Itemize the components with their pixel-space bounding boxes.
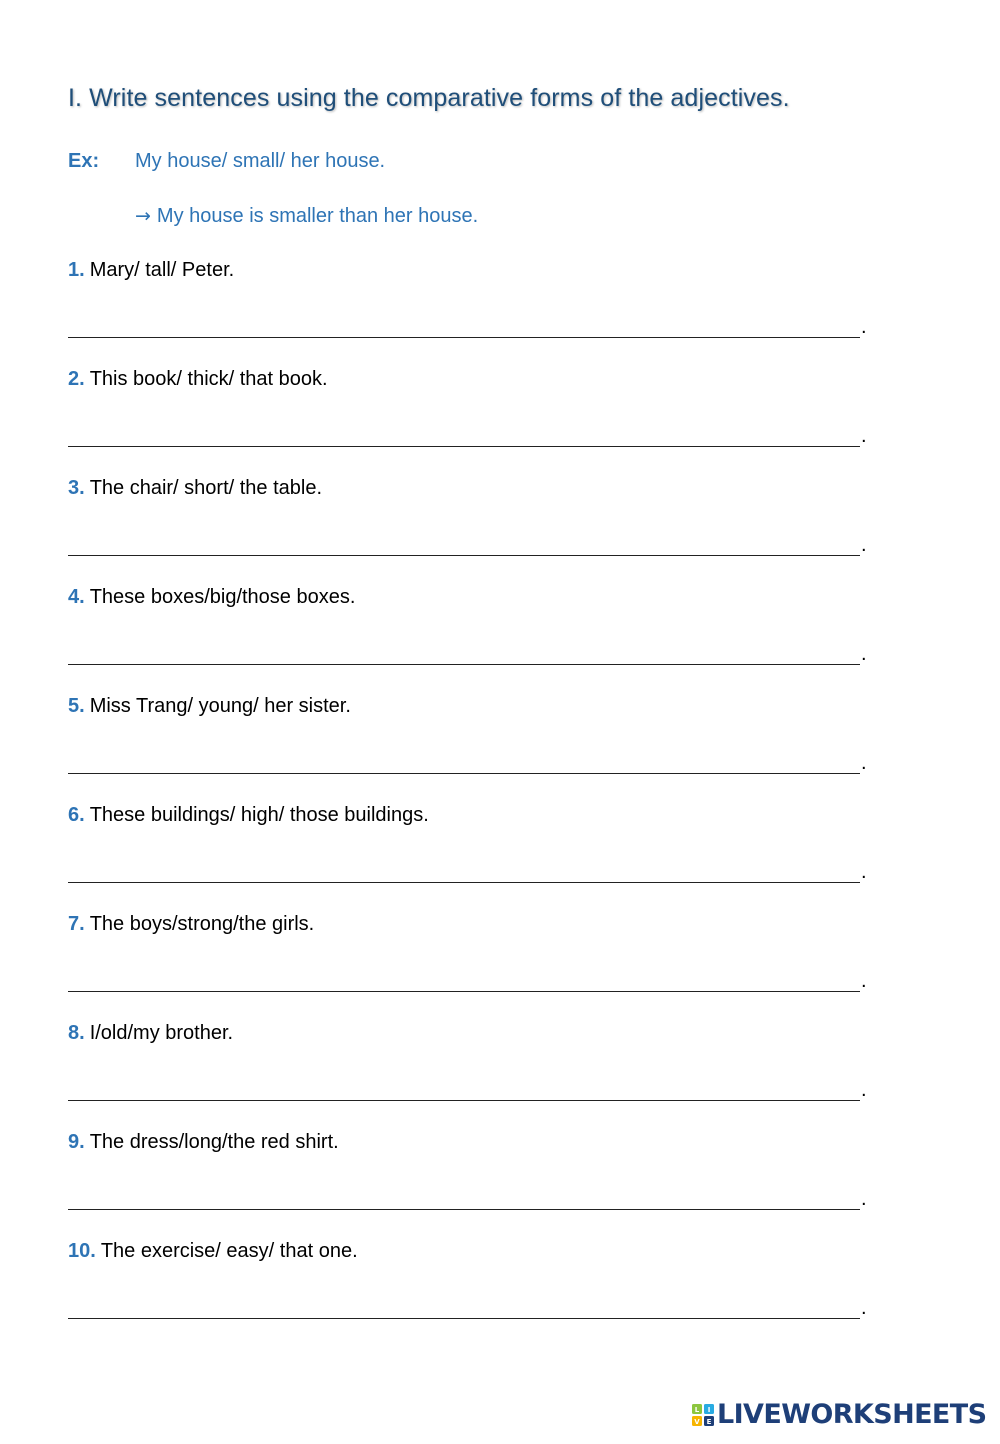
question-item bbox=[68, 586, 355, 609]
question-item bbox=[68, 368, 328, 391]
question-item bbox=[68, 1022, 233, 1045]
answer-line[interactable] bbox=[68, 337, 860, 338]
liveworksheets-logo[interactable] bbox=[692, 1401, 986, 1428]
question-number: 1. bbox=[68, 259, 85, 281]
question-number: 5. bbox=[68, 695, 85, 717]
question-item bbox=[68, 1131, 339, 1154]
answer-line[interactable] bbox=[68, 1209, 860, 1210]
question-item bbox=[68, 913, 314, 936]
answer-line[interactable] bbox=[68, 555, 860, 556]
answer-line[interactable] bbox=[68, 991, 860, 992]
question-prompt: This book/ thick/ that book. bbox=[89, 368, 328, 390]
answer-period: . bbox=[861, 861, 867, 883]
answer-period: . bbox=[861, 1079, 867, 1101]
question-prompt: Miss Trang/ young/ her sister. bbox=[89, 695, 351, 717]
question-number: 6. bbox=[68, 804, 85, 826]
answer-period: . bbox=[861, 1297, 867, 1319]
example-answer bbox=[135, 205, 478, 228]
example-prompt: My house/ small/ her house. bbox=[135, 150, 386, 172]
question-prompt: These boxes/big/those boxes. bbox=[89, 586, 356, 608]
example-answer-text: My house is smaller than her house. bbox=[156, 205, 479, 227]
logo-wordmark: LIVEWORKSHEETS bbox=[717, 1399, 987, 1430]
svg-text:E: E bbox=[706, 1417, 712, 1426]
question-prompt: The boys/strong/the girls. bbox=[89, 913, 315, 935]
question-prompt: The exercise/ easy/ that one. bbox=[100, 1240, 358, 1262]
answer-line[interactable] bbox=[68, 1100, 860, 1101]
answer-period: . bbox=[861, 643, 867, 665]
answer-line[interactable] bbox=[68, 664, 860, 665]
answer-period: . bbox=[861, 534, 867, 556]
question-prompt: These buildings/ high/ those buildings. bbox=[89, 804, 429, 826]
answer-line[interactable] bbox=[68, 773, 860, 774]
question-number: 2. bbox=[68, 368, 85, 390]
question-item bbox=[68, 259, 234, 282]
svg-text:L: L bbox=[694, 1405, 700, 1414]
worksheet-heading: I. Write sentences using the comparative forms of the adjectives. bbox=[68, 84, 790, 112]
example-label: Ex: bbox=[68, 150, 100, 172]
question-prompt: I/old/my brother. bbox=[89, 1022, 234, 1044]
answer-period: . bbox=[861, 752, 867, 774]
question-number: 7. bbox=[68, 913, 85, 935]
question-number: 9. bbox=[68, 1131, 85, 1153]
question-item bbox=[68, 804, 429, 827]
answer-line[interactable] bbox=[68, 882, 860, 883]
answer-period: . bbox=[861, 316, 867, 338]
question-prompt: Mary/ tall/ Peter. bbox=[89, 259, 235, 281]
question-number: 10. bbox=[68, 1240, 96, 1262]
answer-line[interactable] bbox=[68, 1318, 860, 1319]
svg-text:I: I bbox=[707, 1405, 711, 1414]
answer-period: . bbox=[861, 970, 867, 992]
question-number: 4. bbox=[68, 586, 85, 608]
svg-text:V: V bbox=[694, 1417, 700, 1426]
question-number: 8. bbox=[68, 1022, 85, 1044]
question-item bbox=[68, 1240, 358, 1263]
answer-period: . bbox=[861, 1188, 867, 1210]
liveworksheets-logo-icon bbox=[692, 1404, 714, 1426]
question-item bbox=[68, 695, 351, 718]
question-item bbox=[68, 477, 322, 500]
arrow-right-icon: → bbox=[135, 205, 151, 227]
question-prompt: The dress/long/the red shirt. bbox=[89, 1131, 339, 1153]
question-number: 3. bbox=[68, 477, 85, 499]
question-prompt: The chair/ short/ the table. bbox=[89, 477, 323, 499]
answer-period: . bbox=[861, 425, 867, 447]
answer-line[interactable] bbox=[68, 446, 860, 447]
